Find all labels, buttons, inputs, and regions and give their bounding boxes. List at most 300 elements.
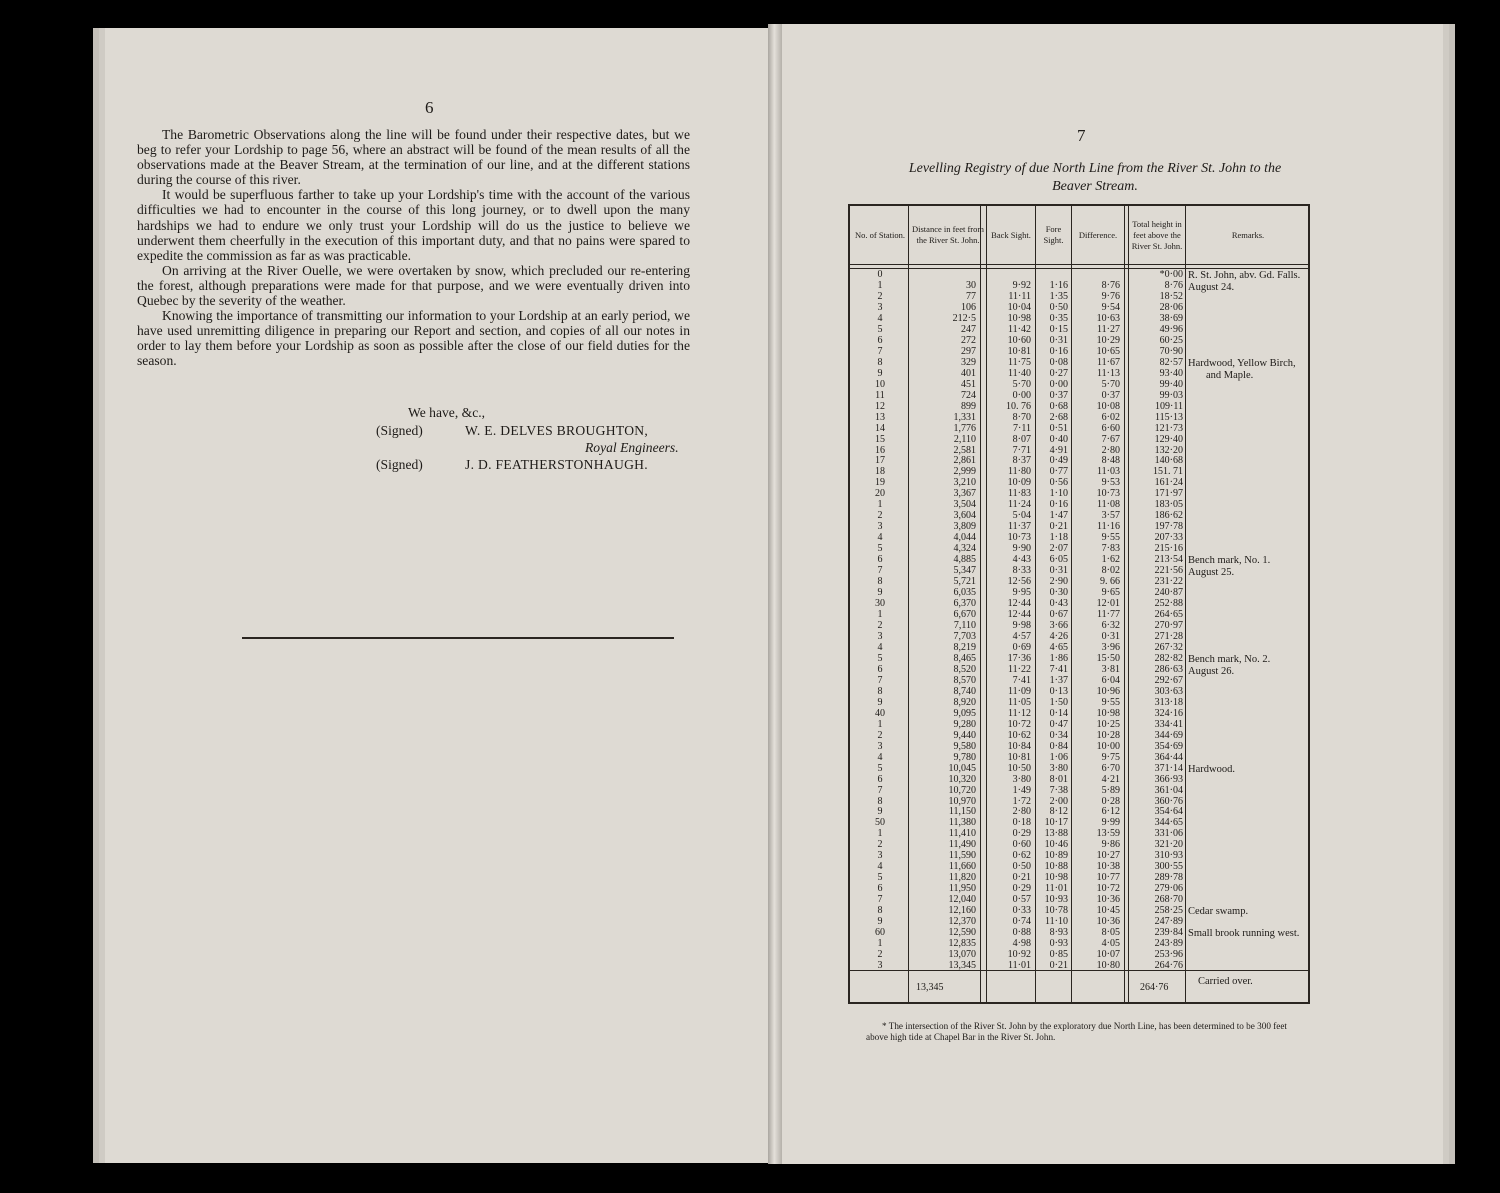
table-cell: 12,370 <box>948 916 976 928</box>
table-cell: 6 <box>877 773 883 785</box>
table-cell: 4·57 <box>1012 630 1031 642</box>
table-cell: 2 <box>877 510 883 522</box>
table-cell: 7 <box>877 565 883 577</box>
total-height-column <box>1129 270 1183 972</box>
table-cell: 18·52 <box>1159 290 1183 302</box>
table-cell: 10·38 <box>1096 861 1120 873</box>
distance-column <box>910 270 976 972</box>
table-title <box>848 160 1342 196</box>
table-cell: 8·12 <box>1049 806 1068 818</box>
table-cell: 3 <box>877 521 883 533</box>
table-cell: 3·81 <box>1101 663 1120 675</box>
table-cell: 271·28 <box>1154 630 1183 642</box>
table-cell: 10·63 <box>1096 312 1120 324</box>
table-cell: 1·72 <box>1012 795 1031 807</box>
table-cell: 9 <box>877 806 883 818</box>
table-cell: 334·41 <box>1154 718 1183 730</box>
table-cell: 6·05 <box>1049 554 1068 566</box>
table-cell: 17·36 <box>1007 652 1031 664</box>
table-cell: 5 <box>877 543 883 555</box>
table-cell: 0·15 <box>1049 323 1068 335</box>
table-cell: 10·45 <box>1096 905 1120 917</box>
table-cell: 11·08 <box>1097 499 1120 511</box>
table-cell: 300·55 <box>1154 861 1183 873</box>
table-cell: 5,721 <box>953 576 976 588</box>
table-cell: 0·84 <box>1049 740 1068 752</box>
header-fore-sight: Fore Sight. <box>1043 224 1064 245</box>
table-cell: 9,280 <box>953 718 976 730</box>
table-cell: 11 <box>875 389 885 401</box>
remark <box>1188 270 1300 294</box>
table-cell: 10·84 <box>1007 740 1031 752</box>
table-cell: 3·80 <box>1012 773 1031 785</box>
table-cell: 7·71 <box>1012 444 1031 456</box>
table-cell: 292·67 <box>1154 674 1183 686</box>
table-cell: 1·37 <box>1049 674 1068 686</box>
table-cell: 151. 71 <box>1153 466 1183 478</box>
table-cell: 1,776 <box>953 422 976 434</box>
table-cell: 252·88 <box>1154 598 1183 610</box>
table-cell: 361·04 <box>1154 784 1183 796</box>
table-cell: 0·37 <box>1101 389 1120 401</box>
table-cell: 2·00 <box>1049 795 1068 807</box>
table-cell: 10,720 <box>948 784 976 796</box>
table-cell: 221·56 <box>1154 565 1183 577</box>
table-cell: 0·93 <box>1049 938 1068 950</box>
table-cell: 10·04 <box>1007 301 1031 313</box>
table-cell: 11·67 <box>1097 356 1120 368</box>
table-cell: 1,331 <box>953 411 976 423</box>
table-cell: 6,370 <box>953 598 976 610</box>
table-cell: 11·05 <box>1008 696 1031 708</box>
table-cell: 0·56 <box>1049 477 1068 489</box>
table-cell: 12,590 <box>948 927 976 939</box>
table-cell: 4 <box>877 861 883 873</box>
table-cell: 17 <box>875 455 885 467</box>
table-cell: 9·76 <box>1101 290 1120 302</box>
table-cell: 6 <box>877 883 883 895</box>
signatory-name: J. D. FEATHERSTONHAUGH. <box>465 457 649 472</box>
table-cell: 4 <box>877 641 883 653</box>
table-cell: 344·65 <box>1154 817 1183 829</box>
paragraph: On arriving at the River Ouelle, we were overtaken by snow, which precluded our re-entering the forest, although preparations were made for that purpose, and we were eventually driven into Quebec by the severity of the weather. <box>137 262 690 309</box>
table-cell: 231·22 <box>1154 576 1183 588</box>
carried-total: 264·76 <box>1140 982 1169 993</box>
table-cell: 11·11 <box>1008 290 1031 302</box>
remark <box>1188 764 1235 776</box>
table-cell: 6·12 <box>1101 806 1120 818</box>
table-cell: 6·32 <box>1101 620 1120 631</box>
table-cell: *0·00 <box>1159 269 1183 280</box>
table-cell: 1·49 <box>1012 784 1031 796</box>
table-cell: 8,465 <box>953 652 976 664</box>
table-cell: 7 <box>877 674 883 686</box>
table-cell: 4 <box>877 312 883 324</box>
table-cell: 264·76 <box>1154 960 1183 972</box>
table-cell: 0·31 <box>1049 334 1068 346</box>
table-cell: 2,861 <box>953 455 976 467</box>
table-cell: 9·75 <box>1101 751 1120 763</box>
table-cell: 10·73 <box>1096 488 1120 500</box>
table-cell: 9. 66 <box>1100 576 1120 588</box>
table-cell: 3,809 <box>953 521 976 533</box>
table-cell: 0·50 <box>1049 301 1068 313</box>
table-cell: 9 <box>877 916 883 928</box>
table-cell: 14 <box>875 422 885 434</box>
table-cell: 2·80 <box>1012 806 1031 818</box>
table-cell: 19 <box>875 477 885 489</box>
table-cell: 129·40 <box>1154 433 1183 445</box>
table-cell: 310·93 <box>1154 850 1183 862</box>
table-cell: 10·62 <box>1007 729 1031 741</box>
table-cell: 0·49 <box>1049 455 1068 467</box>
table-cell: 8·33 <box>1012 565 1031 577</box>
table-cell: 3,210 <box>953 477 976 489</box>
table-cell: 8·01 <box>1049 773 1068 785</box>
table-cell: 279·06 <box>1154 883 1183 895</box>
table-cell: 2,581 <box>953 444 976 456</box>
left-page-text <box>137 127 690 369</box>
table-cell: 10. 76 <box>1006 400 1031 412</box>
table-cell: 1·10 <box>1049 488 1068 500</box>
table-cell: 28·06 <box>1159 301 1183 313</box>
table-cell: 7 <box>877 345 883 357</box>
table-cell: 10·73 <box>1007 532 1031 544</box>
header-remarks: Remarks. <box>1231 229 1265 240</box>
table-cell: 4·91 <box>1049 444 1068 456</box>
table-cell: 11·12 <box>1008 707 1031 719</box>
table-cell: 321·20 <box>1154 839 1183 851</box>
signatory-name: W. E. DELVES BROUGHTON, <box>465 423 649 438</box>
table-cell: 60·25 <box>1159 334 1183 346</box>
table-cell: 354·64 <box>1154 806 1183 818</box>
table-cell: 11·09 <box>1008 685 1031 697</box>
table-cell: 1 <box>877 279 883 291</box>
table-cell: 324·16 <box>1154 707 1183 719</box>
footnote-line: * The intersection of the River St. John by the exploratory due North Line, has been determined to be 300 feet <box>882 1021 1287 1031</box>
table-cell: 8·70 <box>1012 411 1031 423</box>
table-cell: 264·65 <box>1154 609 1183 621</box>
table-cell: 11,660 <box>948 861 976 873</box>
table-cell: 10·27 <box>1096 850 1120 862</box>
table-cell: 12,835 <box>948 938 976 950</box>
table-cell: 0·34 <box>1049 729 1068 741</box>
table-cell: 7·67 <box>1101 433 1120 445</box>
table-cell: 0·40 <box>1049 433 1068 445</box>
title-line: Beaver Stream. <box>1052 179 1138 194</box>
table-cell: 9,580 <box>953 740 976 752</box>
table-cell: 239·84 <box>1154 927 1183 939</box>
table-cell: 0·60 <box>1012 839 1031 851</box>
table-cell: 8,740 <box>953 685 976 697</box>
table-cell: 12·01 <box>1096 598 1120 610</box>
table-cell: 253·96 <box>1154 949 1183 961</box>
footnote-line: above high tide at Chapel Bar in the River St. John. <box>866 1032 1056 1042</box>
table-cell: 18 <box>875 466 885 478</box>
table-cell: 10·36 <box>1096 916 1120 928</box>
table-cell: 10·81 <box>1007 751 1031 763</box>
table-cell: 11·01 <box>1008 960 1031 972</box>
table-cell: 11·03 <box>1097 466 1120 478</box>
table-cell: 4·05 <box>1101 938 1120 950</box>
table-cell: 6 <box>877 663 883 675</box>
table-cell: 115·13 <box>1155 411 1183 423</box>
table-cell: 0·37 <box>1049 389 1068 401</box>
table-cell: 8,920 <box>953 696 976 708</box>
fore-sight-column <box>1036 270 1068 972</box>
table-cell: 0·69 <box>1012 641 1031 653</box>
table-cell: 1·86 <box>1049 652 1068 664</box>
table-cell: 11,380 <box>948 817 976 829</box>
table-cell: 4,324 <box>953 543 976 555</box>
table-cell: 268·70 <box>1154 894 1183 906</box>
table-cell: 1·62 <box>1101 554 1120 566</box>
table-cell: 6·04 <box>1101 674 1120 686</box>
table-cell: 9·86 <box>1101 839 1120 851</box>
remark-line: Bench mark, No. 2. <box>1188 653 1271 665</box>
table-cell: 183·05 <box>1154 499 1183 511</box>
table-cell: 267·32 <box>1154 641 1183 653</box>
table-cell: 282·82 <box>1154 652 1183 664</box>
table-cell: 8·48 <box>1101 455 1120 467</box>
table-cell: 3 <box>877 630 883 642</box>
table-cell: 0·62 <box>1012 850 1031 862</box>
table-cell: 212·5 <box>952 312 976 324</box>
table-cell: 258·25 <box>1154 905 1183 917</box>
table-cell: 10·29 <box>1096 334 1120 346</box>
table-cell: 12·44 <box>1007 609 1031 621</box>
table-cell: 4 <box>877 751 883 763</box>
table-cell: 8·93 <box>1049 927 1068 939</box>
header-station: No. of Station. <box>854 229 906 240</box>
table-cell: 10·88 <box>1044 861 1068 873</box>
table-cell: 0·51 <box>1049 422 1068 434</box>
table-cell: 10·25 <box>1096 718 1120 730</box>
table-cell: 7,703 <box>953 630 976 642</box>
table-cell: 2·80 <box>1101 444 1120 456</box>
table-cell: 40 <box>875 707 885 719</box>
table-cell: 2·68 <box>1049 411 1068 423</box>
table-cell: 6,670 <box>953 609 976 621</box>
table-cell: 9,440 <box>953 729 976 741</box>
table-cell: 9·99 <box>1101 817 1120 829</box>
table-cell: 0·85 <box>1049 949 1068 961</box>
table-cell: 303·63 <box>1154 685 1183 697</box>
table-cell: 364·44 <box>1154 751 1183 763</box>
table-cell: 331·06 <box>1154 828 1183 840</box>
signatory-title: Royal Engineers. <box>585 440 679 455</box>
table-cell: 11,590 <box>948 850 976 862</box>
table-cell: 8·76 <box>1101 279 1120 291</box>
paragraph: It would be superfluous farther to take up your Lordship's time with the account of the various difficulties we had to encounter in the course of this long journey, or to dwell upon the many hardships we had to endure we only trust your Lordship will do us the justice to believe we underwent them cheerfully in the execution of this important duty, and that no pains were spared to expedite the commission as far as was practicable. <box>137 187 690 263</box>
table-cell: 0·21 <box>1049 960 1068 972</box>
table-cell: 1 <box>877 718 883 730</box>
table-cell: 5,347 <box>953 565 976 577</box>
table-cell: 329 <box>961 356 976 368</box>
table-cell: 12·56 <box>1007 576 1031 588</box>
remark-line: and Maple. <box>1206 369 1254 381</box>
table-cell: 270·97 <box>1154 620 1183 631</box>
table-cell: 12·44 <box>1007 598 1031 610</box>
table-cell: 240·87 <box>1154 587 1183 599</box>
table-cell: 9·55 <box>1101 532 1120 544</box>
page-number-right: 7 <box>1077 126 1086 145</box>
table-cell: 5·04 <box>1012 510 1031 522</box>
book-gutter <box>768 24 782 1164</box>
table-cell: 38·69 <box>1159 312 1183 324</box>
table-cell: 0·21 <box>1012 872 1031 884</box>
table-cell: 11·01 <box>1045 883 1068 895</box>
remark-line: Hardwood. <box>1188 763 1235 775</box>
closing-line: We have, &c., <box>408 405 486 420</box>
table-cell: 2,110 <box>953 433 976 445</box>
table-cell: 13,345 <box>948 960 976 972</box>
table-cell: 109·11 <box>1155 400 1183 412</box>
table-cell: 9·55 <box>1101 696 1120 708</box>
table-cell: 10·72 <box>1007 718 1031 730</box>
table-cell: 207·33 <box>1154 532 1183 544</box>
table-cell: 8·37 <box>1012 455 1031 467</box>
table-cell: 0·33 <box>1012 905 1031 917</box>
table-cell: 49·96 <box>1159 323 1183 335</box>
table-cell: 5 <box>877 762 883 774</box>
table-cell: 9·53 <box>1101 477 1120 489</box>
table-cell: 10·96 <box>1096 685 1120 697</box>
table-cell: 366·93 <box>1154 773 1183 785</box>
table-cell: 7,110 <box>953 620 976 631</box>
table-cell: 9 <box>877 696 883 708</box>
table-cell: 171·97 <box>1154 488 1183 500</box>
table-cell: 4 <box>877 532 883 544</box>
table-cell: 1 <box>877 499 883 511</box>
table-cell: 7·41 <box>1012 674 1031 686</box>
table-cell: 2 <box>877 620 883 631</box>
table-cell: 10·81 <box>1007 345 1031 357</box>
table-cell: 11·27 <box>1097 323 1120 335</box>
table-cell: 0·77 <box>1049 466 1068 478</box>
table-cell: 10·89 <box>1044 850 1068 862</box>
table-cell: 2·07 <box>1049 543 1068 555</box>
table-cell: 11,950 <box>948 883 976 895</box>
table-cell: 15 <box>875 433 885 445</box>
remark <box>1188 555 1270 579</box>
table-cell: 4·98 <box>1012 938 1031 950</box>
table-cell: 186·62 <box>1154 510 1183 522</box>
table-cell: 7 <box>877 784 883 796</box>
table-cell: 4,885 <box>953 554 976 566</box>
table-cell: 0·68 <box>1049 400 1068 412</box>
table-cell: 8 <box>877 576 883 588</box>
table-cell: 297 <box>961 345 976 357</box>
table-cell: 1·16 <box>1049 279 1068 291</box>
table-cell: 10·98 <box>1007 312 1031 324</box>
table-cell: 6·60 <box>1101 422 1120 434</box>
table-cell: 11·40 <box>1008 367 1031 379</box>
table-cell: 8 <box>877 795 883 807</box>
table-cell: 11·10 <box>1045 916 1068 928</box>
table-cell: 354·69 <box>1154 740 1183 752</box>
table-cell: 0·08 <box>1049 356 1068 368</box>
table-cell: 8·07 <box>1012 433 1031 445</box>
table-cell: 11·22 <box>1008 663 1031 675</box>
table-cell: 344·69 <box>1154 729 1183 741</box>
table-cell: 3·96 <box>1101 641 1120 653</box>
table-cell: 1·35 <box>1049 290 1068 302</box>
table-cell: 2,999 <box>953 466 976 478</box>
table-cell: 7·11 <box>1013 422 1031 434</box>
title-line: Levelling Registry of due North Line from the River St. John to the <box>908 161 1282 176</box>
table-cell: 10·93 <box>1044 894 1068 906</box>
carried-distance: 13,345 <box>916 982 944 993</box>
table-cell: 3 <box>877 301 883 313</box>
table-cell: 7·41 <box>1049 663 1068 675</box>
table-cell: 0·88 <box>1012 927 1031 939</box>
header-distance: Distance in feet from the River St. John. <box>912 224 984 245</box>
table-cell: 286·63 <box>1154 663 1183 675</box>
table-cell: 10·98 <box>1096 707 1120 719</box>
signed-label: (Signed) <box>376 423 423 438</box>
table-cell: 7 <box>877 894 883 906</box>
table-cell: 0·31 <box>1049 565 1068 577</box>
table-cell: 9 <box>877 367 883 379</box>
table-cell: 10·50 <box>1007 762 1031 774</box>
paragraph: Knowing the importance of transmitting our information to your Lordship at an early period, we have used unremitting diligence in preparing our Report and section, and copies of all our notes in order to lay them before your Lordship as soon as possible after the close of our field duties for the season. <box>137 308 690 369</box>
table-cell: 12 <box>875 400 885 412</box>
table-cell: 11·77 <box>1097 609 1120 621</box>
table-cell: 724 <box>961 389 976 401</box>
table-cell: 11,490 <box>948 839 976 851</box>
table-cell: 0·29 <box>1012 883 1031 895</box>
difference-column <box>1072 270 1120 972</box>
table-cell: 9·98 <box>1012 620 1031 631</box>
back-sight-column <box>987 270 1031 972</box>
table-cell: 10·00 <box>1096 740 1120 752</box>
table-cell: 3,604 <box>953 510 976 522</box>
table-cell: 7·38 <box>1049 784 1068 796</box>
table-cell: 0·29 <box>1012 828 1031 840</box>
table-cell: 243·89 <box>1154 938 1183 950</box>
table-cell: 10,320 <box>948 773 976 785</box>
table-cell: 3·57 <box>1101 510 1120 522</box>
table-cell: 20 <box>875 488 885 500</box>
table-cell: 10 <box>875 378 885 390</box>
table-cell: 5·70 <box>1101 378 1120 390</box>
table-cell: 247 <box>961 323 976 335</box>
table-cell: 0·13 <box>1049 685 1068 697</box>
table-cell: 10,970 <box>948 795 976 807</box>
remark-line: Bench mark, No. 1. <box>1188 555 1271 567</box>
table-cell: 11·13 <box>1097 367 1120 379</box>
table-cell: 121·73 <box>1154 422 1183 434</box>
table-cell: 4,044 <box>953 532 976 544</box>
table-cell: 13·88 <box>1044 828 1068 840</box>
table-cell: 0·16 <box>1049 499 1068 511</box>
table-cell: 2·90 <box>1049 576 1068 588</box>
table-cell: 106 <box>961 301 976 313</box>
table-cell: 0·16 <box>1049 345 1068 357</box>
remark-line: August 24. <box>1188 282 1235 293</box>
table-cell: 4·43 <box>1012 554 1031 566</box>
table-cell: 5 <box>877 323 883 335</box>
table-cell: 140·68 <box>1154 455 1183 467</box>
table-cell: 0 <box>877 269 883 280</box>
table-cell: 3 <box>877 850 883 862</box>
table-cell: 1·50 <box>1049 696 1068 708</box>
table-cell: 2 <box>877 290 883 302</box>
table-cell: 3,367 <box>953 488 976 500</box>
table-cell: 0·57 <box>1012 894 1031 906</box>
table-cell: 9,780 <box>953 751 976 763</box>
